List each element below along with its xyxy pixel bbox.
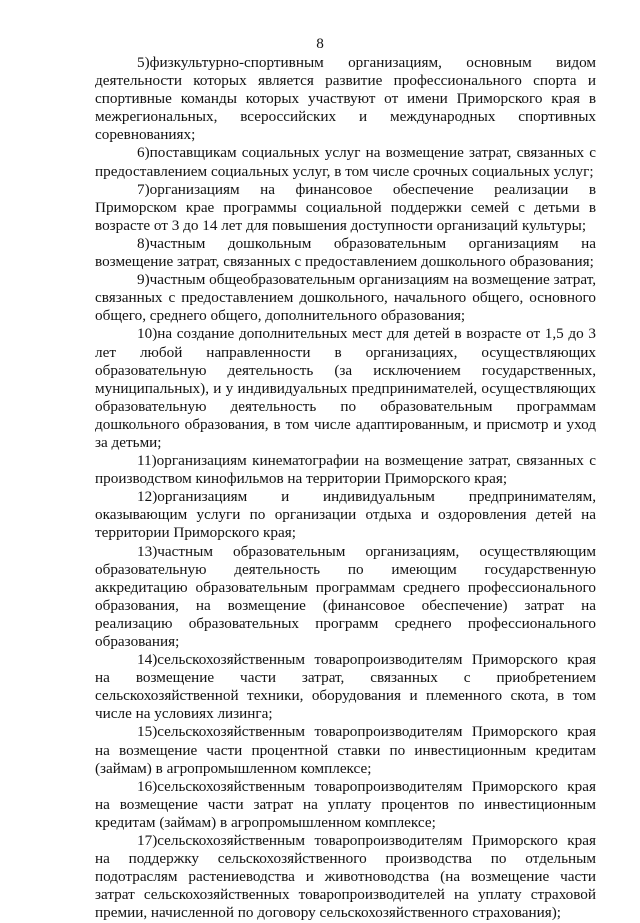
list-item-15: 15)сельскохозяйственным товаропроизводителям Приморского края на возмещение части процентной ставки по инвестиционным кредитам (займам) в агропромышленном комплексе; [95,723,596,777]
list-item-17: 17)сельскохозяйственным товаропроизводителям Приморского края на поддержку сельскохозяйственного производства по отдельным подотраслям растениеводства и животноводства (на возмещение части затрат сельскохозяйственных товаропроизводителей на уплату страховой премии, начисленной по договору сельскохозяйственного страхования); [95,832,596,922]
list-item-6: 6)поставщикам социальных услуг на возмещение затрат, связанных с предоставлением социальных услуг, в том числе срочных социальных услуг; [95,144,596,180]
document-body [95,54,596,923]
list-item-16: 16)сельскохозяйственным товаропроизводителям Приморского края на возмещение части затрат на уплату процентов по инвестиционным кредитам (займам) в агропромышленном комплексе; [95,777,596,831]
list-item-13: 13)частным образовательным организациям, осуществляющим образовательную деятельность по имеющим государственную аккредитацию образовательным программам среднего профессионального образования, на возмещение (финансовое обеспечение) затрат на реализацию образовательных программ среднего профессионального образования; [95,542,596,650]
list-item-12: 12)организациям и индивидуальным предпринимателям, оказывающим услуги по организации отдыха и оздоровления детей на территории Приморского края; [95,488,596,542]
list-item-11: 11)организациям кинематографии на возмещение затрат, связанных с производством кинофильмов на территории Приморского края; [95,452,596,488]
list-item-14: 14)сельскохозяйственным товаропроизводителям Приморского края на возмещение части затрат, связанных с приобретением сельскохозяйственной техники, оборудования и племенного скота, в том числе на условиях лизинга; [95,651,596,723]
list-item-7: 7)организациям на финансовое обеспечение реализации в Приморском крае программы социальной поддержки семей с детьми в возрасте от 3 до 14 лет для повышения доступности организаций культуры; [95,180,596,234]
page-number: 8 [316,35,324,52]
list-item-8: 8)частным дошкольным образовательным организациям на возмещение затрат, связанных с предоставлением дошкольного образования; [95,234,596,271]
list-item-10: 10)на создание дополнительных мест для детей в возрасте от 1,5 до 3 лет любой направленности в организациях, осуществляющих образовательную деятельность (за исключением государственных, муниципальных), и у индивидуальных предпринимателей, осуществляющих образовательную деятельность по образовательным программам дошкольного образования, в том числе адаптированным, и присмотр и уход за детьми; [95,325,596,451]
list-item-9: 9)частным общеобразовательным организациям на возмещение затрат, связанных с предоставлением дошкольного, начального общего, основного общего, среднего общего, дополнительного образования; [95,271,596,325]
list-item-5: 5)физкультурно-спортивным организациям, основным видом деятельности которых является развитие профессионального спорта и спортивные команды которых участвуют от имени Приморского края в межрегиональных, всероссийских и международных спортивных соревнованиях; [95,54,596,144]
